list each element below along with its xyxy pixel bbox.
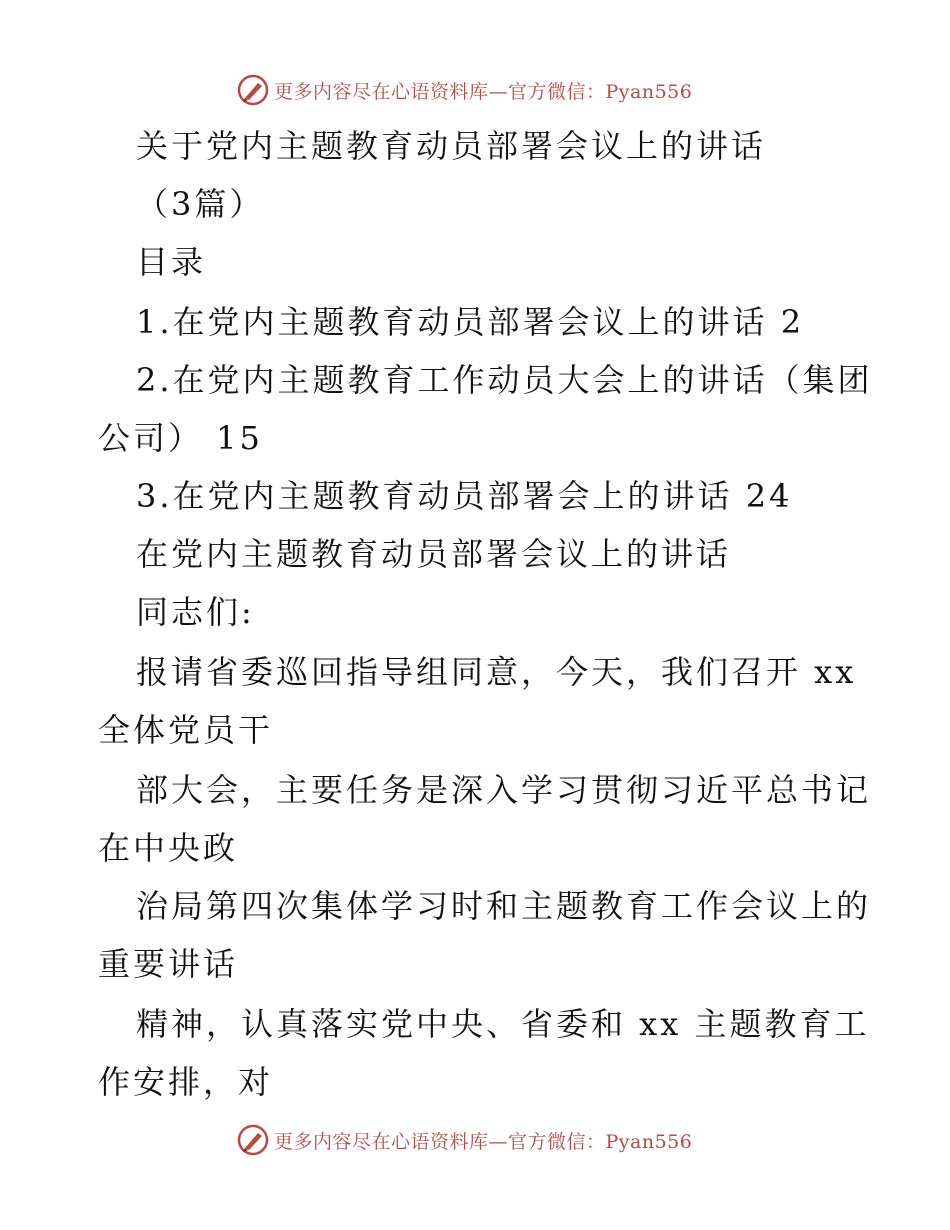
toc-item-3: 3.在党内主题教育动员部署会上的讲话 24 (136, 477, 793, 515)
body-line: 在中央政 (98, 829, 239, 867)
body-line: 全体党员干 (98, 711, 274, 749)
footer-watermark-banner (236, 1122, 692, 1158)
watermark-text: 更多内容尽在心语资料库—官方微信：Pyan556 (274, 80, 693, 103)
pen-logo-icon (236, 73, 270, 107)
toc-item-2-continued: 公司） 15 (98, 419, 263, 457)
toc-heading: 目录 (136, 243, 207, 281)
document-title-line-2: （3篇） (136, 185, 265, 223)
body-line: 报请省委巡回指导组同意，今天，我们召开 xx (136, 653, 857, 691)
body-line: 治局第四次集体学习时和主题教育工作会议上的 (136, 887, 872, 925)
toc-item-1: 1.在党内主题教育动员部署会议上的讲话 2 (136, 303, 805, 341)
section-title: 在党内主题教育动员部署会议上的讲话 (136, 535, 732, 573)
body-line: 精神，认真落实党中央、省委和 xx 主题教育工 (136, 1005, 870, 1043)
body-line: 部大会，主要任务是深入学习贯彻习近平总书记 (136, 771, 872, 809)
watermark-text: 更多内容尽在心语资料库—官方微信：Pyan556 (274, 1130, 693, 1153)
header-watermark-banner (236, 72, 692, 108)
body-line: 重要讲话 (98, 945, 239, 983)
body-line: 作安排，对 (98, 1063, 274, 1101)
pen-logo-icon (236, 1123, 270, 1157)
salutation: 同志们: (136, 593, 255, 631)
toc-item-2: 2.在党内主题教育工作动员大会上的讲话（集团 (136, 361, 873, 399)
document-title-line-1: 关于党内主题教育动员部署会议上的讲话 (136, 127, 767, 165)
